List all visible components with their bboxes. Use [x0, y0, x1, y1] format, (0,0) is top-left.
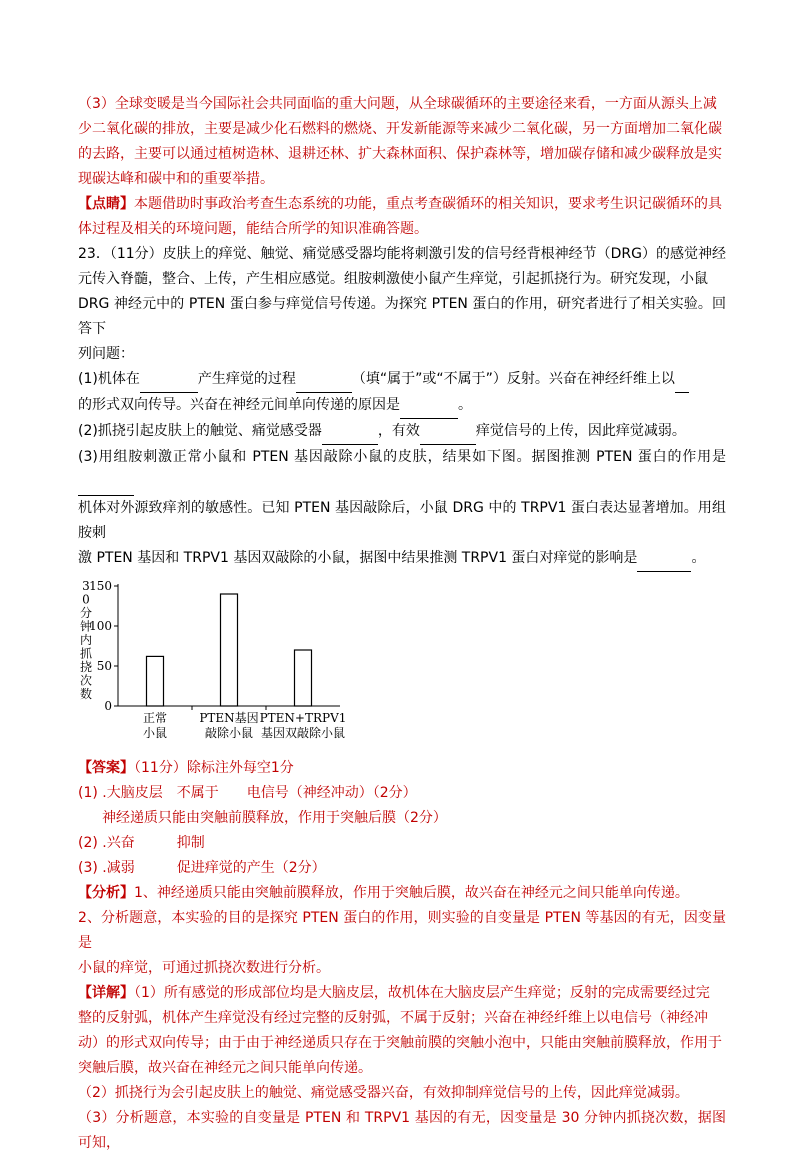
text-line: 动）的形式双向传导；由于由于神经递质只存在于突触前膜的突触小泡中，只能由突触前膜释放，作用于	[78, 1035, 722, 1051]
text-line: （3）分析题意，本实验的自变量是 PTEN 和 TRPV1 基因的有无，因变量是 30 分钟内抓挠次数，据图可知，	[78, 1110, 726, 1151]
question-23	[78, 242, 726, 572]
text-line: 整的反射弧，机体产生痒觉没有经过完整的反射弧，不属于反射；兴奋在神经纤维上以电信号（神经冲	[78, 1010, 708, 1026]
text-line: 小鼠的痒觉，可通过抓挠次数进行分析。	[78, 960, 330, 976]
bar	[221, 594, 238, 706]
section-tag: 【详解】	[78, 985, 134, 1001]
question-text: ，有效	[377, 423, 420, 439]
x-axis-labels	[143, 710, 346, 740]
answer-blank	[400, 393, 458, 419]
text-line: （11分）除标注外每空1分	[134, 760, 294, 776]
answer-blank	[78, 470, 134, 496]
sub-question-1	[78, 367, 726, 393]
x-tick-label: PTEN基因	[199, 711, 259, 725]
x-tick-label: 小鼠	[142, 726, 168, 740]
text-line: 元传入脊髓，整合、上传，产生相应感觉。组胺刺激使小鼠产生痒觉，引起抓挠行为。研究发现，小鼠	[78, 271, 708, 287]
bar-chart-svg	[78, 576, 378, 748]
section-tag: 【分析】	[78, 885, 134, 901]
x-tick-label: 正常	[142, 711, 168, 725]
text-line: 现碳达峰和碳中和的重要举措。	[78, 171, 274, 187]
answer-line: (2) .兴奋 抑制	[78, 835, 205, 851]
question-text: 。	[691, 550, 706, 566]
text-line: （1）所有感觉的形成部位均是大脑皮层，故机体在大脑皮层产生痒觉；反射的完成需要经过完	[134, 985, 710, 1001]
sub-question-2	[78, 419, 726, 445]
text-line: （2）抓挠行为会引起皮肤上的触觉、痛觉感受器兴奋，有效抑制痒觉信号的上传，因此痒觉减弱。	[78, 1085, 689, 1101]
text-line: 本题借助时事政治考查生态系统的功能，重点考查碳循环的相关知识，要求考生识记碳循环的具	[134, 196, 722, 212]
y-axis-label-char: 数	[79, 687, 93, 701]
y-tick-label: 50	[96, 659, 112, 673]
y-axis-label-char: 分	[79, 606, 93, 620]
page-content	[78, 92, 726, 1156]
question-text: 的形式双向传导。兴奋在神经元间单向传递的原因是	[78, 397, 400, 413]
answer-blank	[296, 367, 352, 393]
text-line: 的去路，主要可以通过植树造林、退耕还林、扩大森林面积、保护森林等，增加碳存储和减少碳释放是实	[78, 146, 722, 162]
sub-question-1-cont	[78, 393, 726, 419]
text-line: 1、神经递质只能由突触前膜释放，作用于突触后膜，故兴奋在神经元之间只能单向传递。	[134, 885, 689, 901]
text-line: DRG 神经元中的 PTEN 蛋白参与痒觉信号传递。为探究 PTEN 蛋白的作用，研究者进行了相关实验。回答下	[78, 296, 726, 337]
x-tick-label: PTEN+TRPV1	[259, 711, 347, 725]
y-axis-label-char: 0	[82, 592, 90, 607]
question-text: 产生痒觉的过程	[197, 371, 296, 387]
y-tick-label: 100	[89, 619, 112, 633]
bar-chart	[78, 576, 726, 748]
y-axis-label	[80, 579, 92, 701]
question-text: 痒觉信号的上传，因此痒觉减弱。	[475, 423, 686, 439]
answer-line: (1) .大脑皮层 不属于 电信号（神经冲动）（2分）	[78, 785, 417, 801]
y-axis-label-char: 内	[79, 633, 93, 647]
y-axis-label-char: 挠	[79, 660, 93, 674]
section-tag: 【点睛】	[78, 196, 134, 212]
bar	[147, 656, 164, 706]
question-text: 。	[458, 397, 472, 413]
answer-line: (3) .减弱 促进痒觉的产生（2分）	[78, 860, 326, 876]
y-axis-label-char: 次	[79, 673, 93, 688]
question-text: (3)用组胺刺激正常小鼠和 PTEN 基因敲除小鼠的皮肤，结果如下图。据图推测 PTEN 蛋白的作用是	[78, 449, 726, 465]
text-line: 列问题：	[78, 346, 134, 362]
answer-blank	[322, 419, 378, 445]
answer-blank	[637, 546, 691, 572]
answer-line: 神经递质只能由突触前膜释放，作用于突触后膜（2分）	[102, 810, 447, 826]
question-text: (1)机体在	[78, 371, 140, 387]
text-line: 23．（11分）皮肤上的痒觉、触觉、痛觉感受器均能将刺激引发的信号经背根神经节（DRG）的感觉神经	[78, 246, 726, 262]
question-text: （填“属于”或“不属于”）反射。兴奋在神经纤维上以	[351, 371, 675, 387]
detail-section	[78, 981, 726, 1156]
text-line: 2、分析题意，本实验的目的是探究 PTEN 蛋白的作用，则实验的自变量是 PTEN 等基因的有无，因变量是	[78, 910, 726, 951]
bar	[295, 650, 312, 706]
y-tick-label: 0	[104, 699, 112, 713]
question-text: (2)抓挠引起皮肤上的触觉、痛觉感受器	[78, 423, 322, 439]
y-axis-label-char: 钟	[79, 619, 93, 634]
y-axis-label-char: 抓	[79, 646, 93, 661]
answer-blank	[140, 367, 198, 393]
answer-blank	[420, 419, 476, 445]
answer-section	[78, 756, 726, 881]
text-line: 突触后膜，故兴奋在神经元之间只能单向传递。	[78, 1060, 372, 1076]
section-tag: 【答案】	[78, 760, 134, 776]
text-line: （3）全球变暖是当今国际社会共同面临的重大问题，从全球碳循环的主要途径来看，一方面从源头上减	[78, 96, 717, 112]
sub-question-3	[78, 445, 726, 496]
text-line: 机体对外源致痒剂的敏感性。已知 PTEN 基因敲除后，小鼠 DRG 中的 TRPV1 蛋白表达显著增加。用组胺刺	[78, 500, 726, 541]
question-text: 激 PTEN 基因和 TRPV1 基因双敲除的小鼠，据图中结果推测 TRPV1 蛋白对痒觉的影响是	[78, 550, 638, 566]
answer-blank	[675, 367, 689, 393]
text-line: 少二氧化碳的排放，主要是减少化石燃料的燃烧、开发新能源等来减少二氧化碳，另一方面增加二氧化碳	[78, 121, 722, 137]
text-line: 体过程及相关的环境问题，能结合所学的知识准确答题。	[78, 221, 428, 237]
y-axis-label-char: 3	[82, 579, 90, 593]
analysis-section	[78, 881, 726, 981]
y-tick-label: 150	[89, 579, 112, 593]
x-tick-label: 敲除小鼠	[204, 726, 254, 740]
x-tick-label: 基因双敲除小鼠	[260, 726, 346, 740]
dianjing-section	[78, 192, 726, 242]
chart-bars	[147, 594, 312, 706]
sub-question-3-cont	[78, 546, 726, 572]
previous-answer-part3	[78, 92, 726, 192]
